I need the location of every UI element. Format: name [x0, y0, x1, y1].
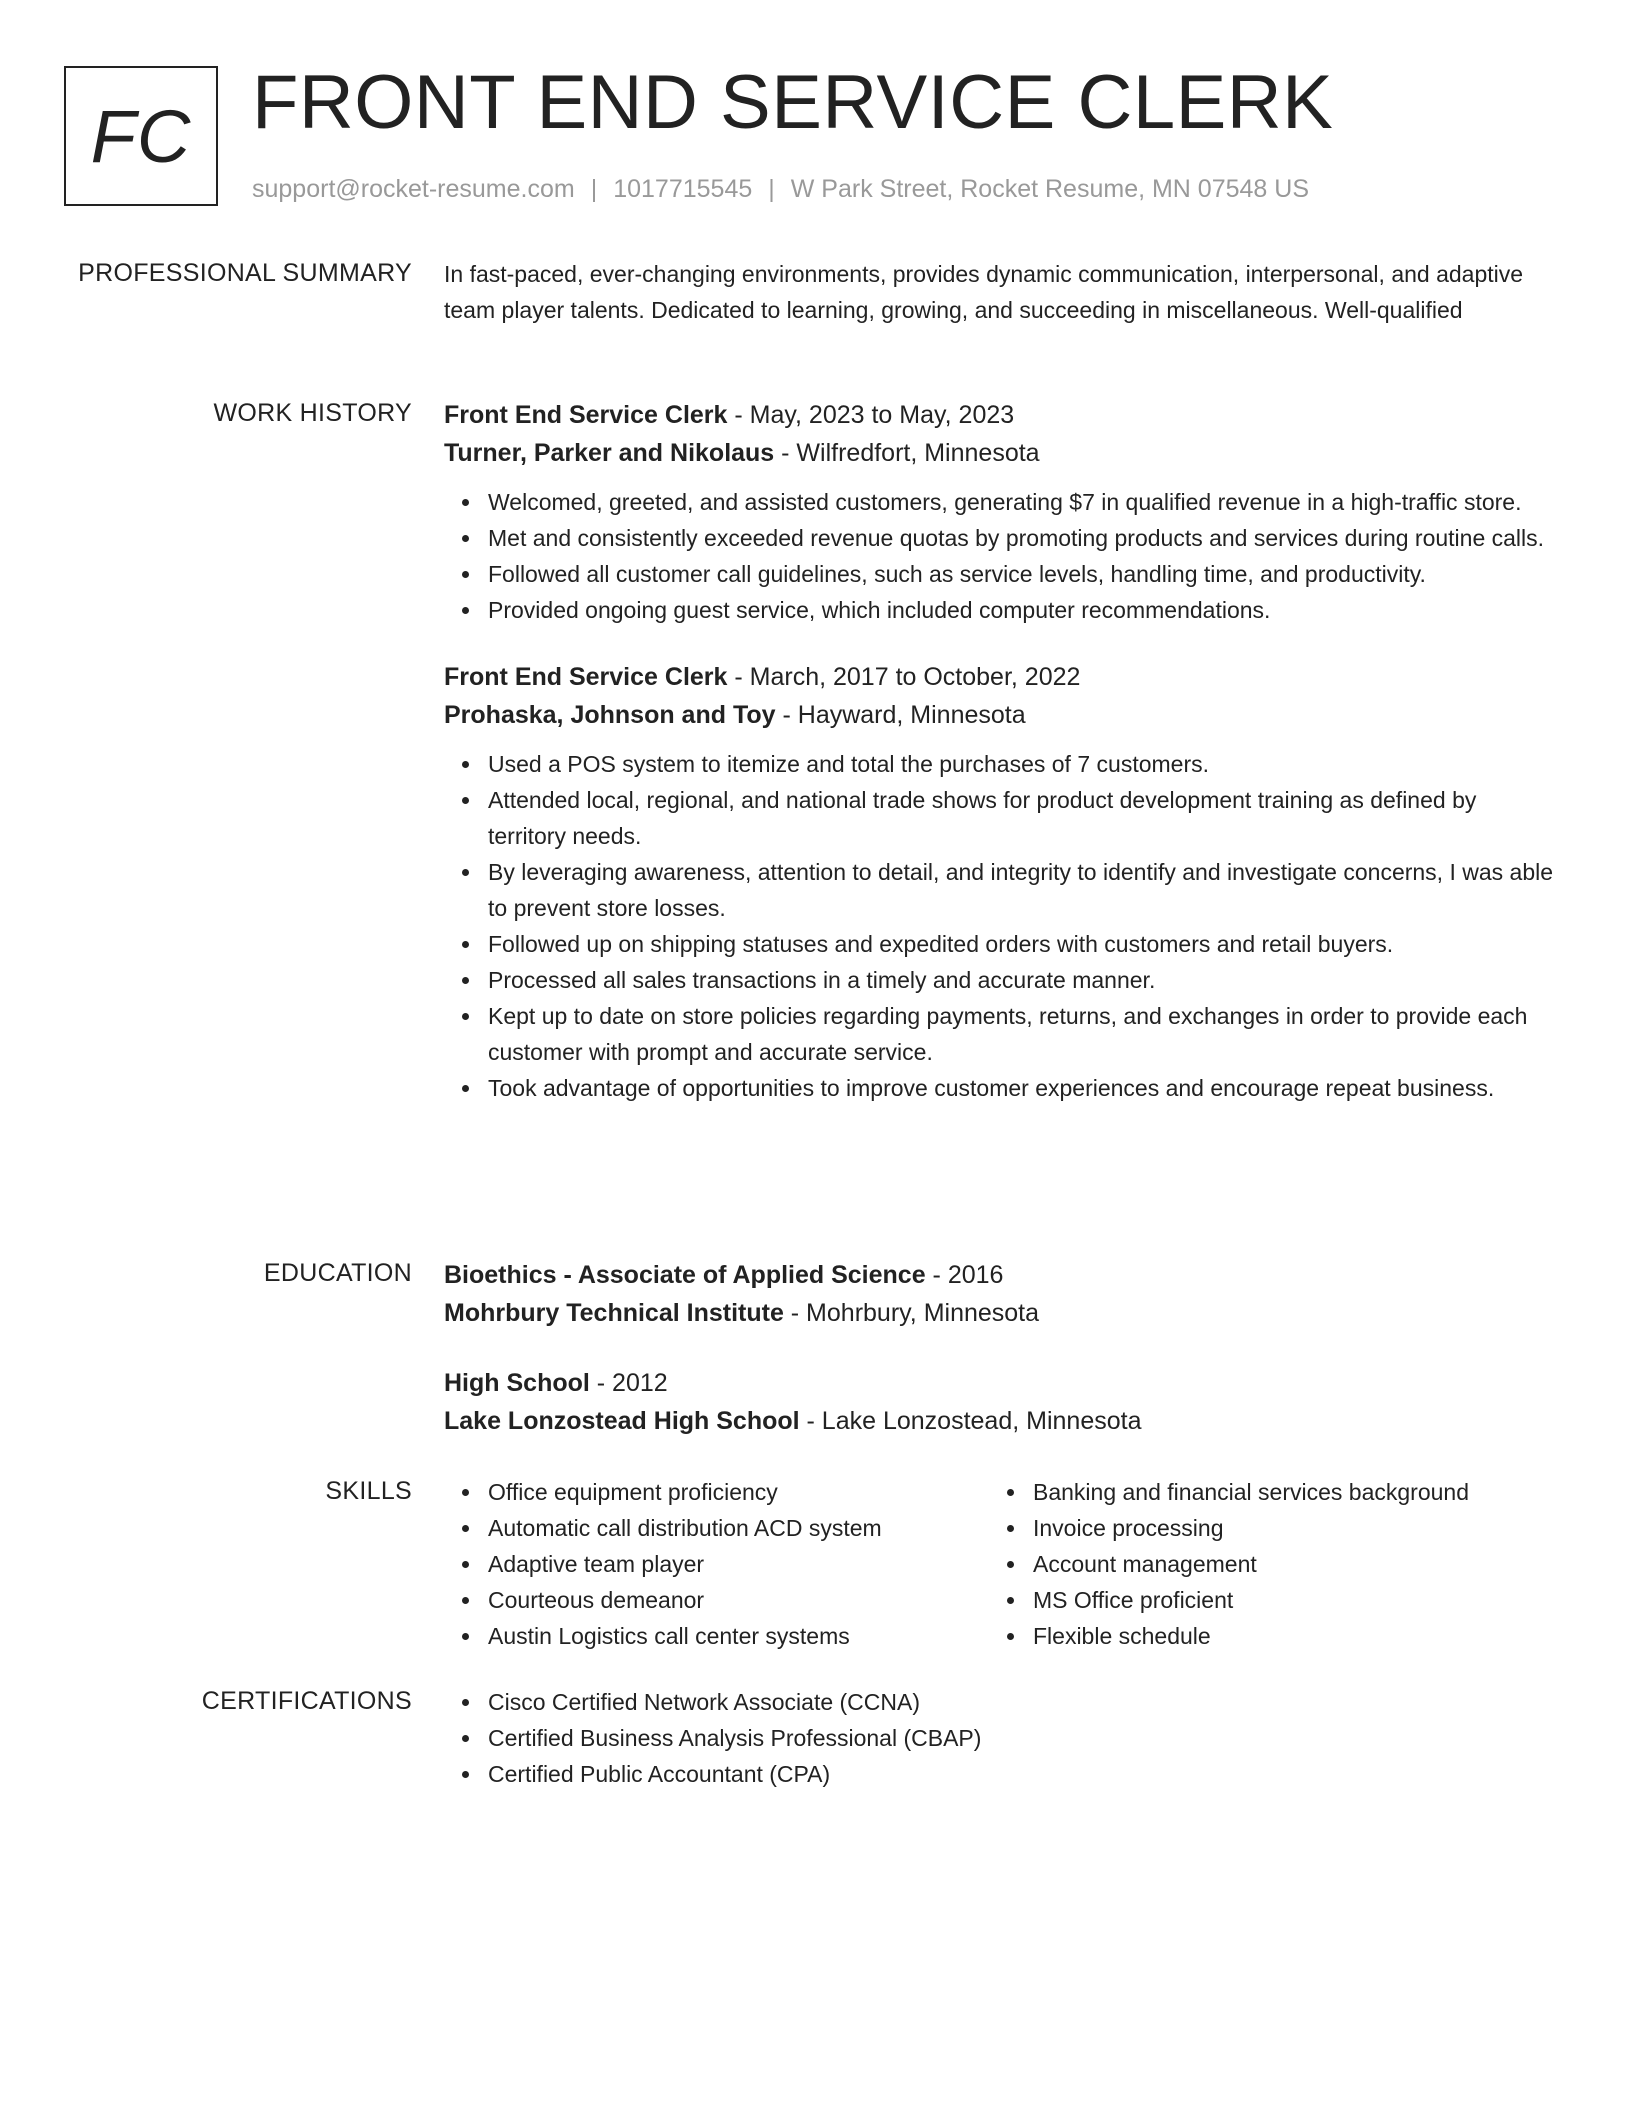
education-school-line: [444, 1402, 1554, 1440]
job-entry: [444, 658, 1554, 1106]
list-item: Processed all sales transactions in a timely and accurate manner.: [488, 962, 1554, 998]
list-item: Kept up to date on store policies regarding payments, returns, and exchanges in order to provide each customer with prompt and accurate service.: [488, 998, 1554, 1070]
skills-heading: SKILLS: [325, 1477, 412, 1505]
list-item: Austin Logistics call center systems: [488, 1618, 989, 1654]
education-year: - 2012: [589, 1369, 668, 1397]
job-entry: [444, 396, 1554, 628]
education-degree: High School: [444, 1369, 590, 1397]
list-item: Flexible schedule: [1033, 1618, 1534, 1654]
list-item: Used a POS system to itemize and total the purchases of 7 customers.: [488, 746, 1554, 782]
education-location: - Mohrbury, Minnesota: [783, 1299, 1040, 1327]
certifications-heading: CERTIFICATIONS: [201, 1687, 412, 1715]
list-item: Automatic call distribution ACD system: [488, 1510, 989, 1546]
resume-title: FRONT END SERVICE CLERK: [252, 60, 1334, 145]
skills-column-right: [989, 1474, 1534, 1654]
job-company: Turner, Parker and Nikolaus: [444, 439, 775, 467]
contact-address: W Park Street, Rocket Resume, MN 07548 US: [790, 175, 1310, 203]
list-item: Followed all customer call guidelines, such as service levels, handling time, and productivity.: [488, 556, 1554, 592]
education-location: - Lake Lonzostead, Minnesota: [799, 1407, 1142, 1435]
job-title-line: [444, 396, 1554, 434]
list-item: Cisco Certified Network Associate (CCNA): [488, 1684, 1554, 1720]
list-item: Certified Business Analysis Professional (CBAP): [488, 1720, 1554, 1756]
education-degree: Bioethics - Associate of Applied Science: [444, 1261, 926, 1289]
contact-line: [252, 172, 1309, 206]
contact-separator: |: [768, 175, 775, 203]
list-item: Office equipment proficiency: [488, 1474, 989, 1510]
monogram-badge: FC: [64, 66, 218, 206]
skills-list: [989, 1474, 1534, 1654]
summary-heading: PROFESSIONAL SUMMARY: [78, 259, 412, 287]
list-item: Attended local, regional, and national trade shows for product development training as defined by territory needs.: [488, 782, 1554, 854]
education-degree-line: [444, 1364, 1554, 1402]
list-item: Certified Public Accountant (CPA): [488, 1756, 1554, 1792]
job-duties-list: [444, 484, 1554, 628]
education-school: Mohrbury Technical Institute: [444, 1299, 784, 1327]
job-dates: - May, 2023 to May, 2023: [727, 401, 1015, 429]
job-position: Front End Service Clerk: [444, 663, 728, 691]
summary-text: In fast-paced, ever-changing environments, provides dynamic communication, interpersonal, and adaptive team player talents. Dedicated to learning, growing, and succeeding in miscellaneous. Well-qualified: [444, 261, 1524, 323]
education-entry: [444, 1256, 1554, 1332]
list-item: Took advantage of opportunities to improve customer experiences and encourage repeat business.: [488, 1070, 1554, 1106]
job-duties-list: [444, 746, 1554, 1106]
list-item: Account management: [1033, 1546, 1534, 1582]
job-company-line: [444, 696, 1554, 734]
skills-columns: [444, 1474, 1554, 1654]
list-item: Met and consistently exceeded revenue quotas by promoting products and services during routine calls.: [488, 520, 1554, 556]
skills-list: [444, 1474, 989, 1654]
education-school-line: [444, 1294, 1554, 1332]
list-item: Banking and financial services background: [1033, 1474, 1534, 1510]
list-item: Courteous demeanor: [488, 1582, 989, 1618]
job-company: Prohaska, Johnson and Toy: [444, 701, 776, 729]
certifications-list: [444, 1684, 1554, 1792]
skills-column-left: [444, 1474, 989, 1654]
list-item: MS Office proficient: [1033, 1582, 1534, 1618]
list-item: Welcomed, greeted, and assisted customers, generating $7 in qualified revenue in a high-traffic store.: [488, 484, 1554, 520]
education-heading: EDUCATION: [263, 1259, 412, 1287]
list-item: By leveraging awareness, attention to detail, and integrity to identify and investigate concerns, I was able to prevent store losses.: [488, 854, 1554, 926]
list-item: Followed up on shipping statuses and expedited orders with customers and retail buyers.: [488, 926, 1554, 962]
list-item: Provided ongoing guest service, which included computer recommendations.: [488, 592, 1554, 628]
job-title-line: [444, 658, 1554, 696]
job-company-line: [444, 434, 1554, 472]
work-history-heading: WORK HISTORY: [213, 399, 412, 427]
list-item: Adaptive team player: [488, 1546, 989, 1582]
job-position: Front End Service Clerk: [444, 401, 728, 429]
job-dates: - March, 2017 to October, 2022: [727, 663, 1081, 691]
contact-phone[interactable]: 1017715545: [613, 175, 753, 203]
contact-separator: |: [590, 175, 598, 203]
job-location: - Wilfredfort, Minnesota: [774, 439, 1040, 467]
education-year: - 2016: [925, 1261, 1004, 1289]
list-item: Invoice processing: [1033, 1510, 1534, 1546]
education-school: Lake Lonzostead High School: [444, 1407, 800, 1435]
education-degree-line: [444, 1256, 1554, 1294]
education-entry: [444, 1364, 1554, 1440]
contact-email[interactable]: support@rocket-resume.com: [252, 175, 575, 203]
job-location: - Hayward, Minnesota: [775, 701, 1026, 729]
